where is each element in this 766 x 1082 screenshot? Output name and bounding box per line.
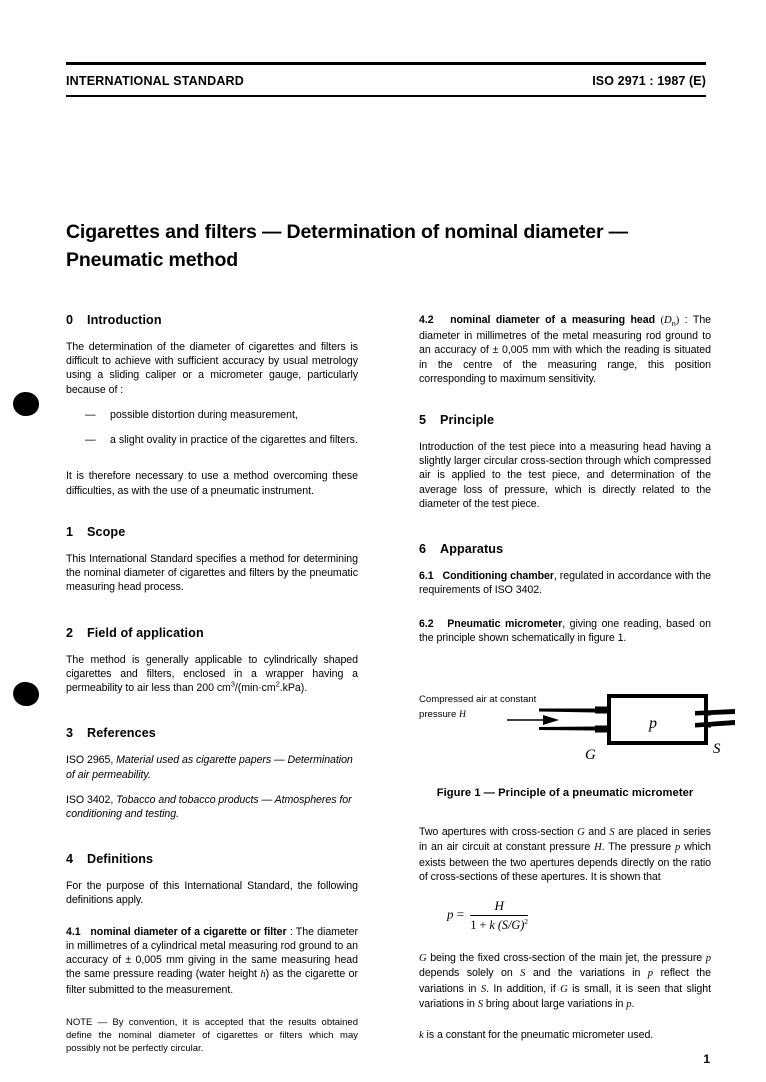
den-a: 1 + bbox=[470, 918, 490, 933]
variable-p: p bbox=[626, 998, 632, 1010]
txt: . In addition, if bbox=[486, 982, 561, 995]
txt: . The pressure bbox=[601, 841, 676, 854]
pressure-formula bbox=[419, 898, 711, 933]
definition-text: : The diameter in millimetres of the metal measuring rod ground to an accuracy of ± 0,005 mm with which the reading is situated in the centre of the measuring range, this position corresponding to maximum sensitivity. bbox=[419, 314, 711, 385]
g-explanation-paragraph bbox=[419, 951, 711, 1012]
section-heading-references bbox=[66, 726, 358, 740]
variable-S: S bbox=[520, 968, 526, 980]
section-title: Principle bbox=[440, 413, 495, 427]
reference-id: ISO 2965, bbox=[66, 754, 117, 767]
variable-k: k bbox=[419, 1029, 424, 1041]
formula-fraction bbox=[467, 898, 531, 933]
figure-outlet-and-S-label bbox=[695, 679, 735, 771]
section-number: 4 bbox=[66, 852, 74, 867]
reference-id: ISO 3402, bbox=[66, 793, 117, 806]
variable-G: G bbox=[419, 953, 427, 965]
definition-term: nominal diameter of a cigarette or filter bbox=[90, 925, 287, 938]
inlet-arrow-icon bbox=[507, 715, 559, 725]
definition-term: nominal diameter of a measuring head bbox=[450, 314, 656, 326]
variable-D: D bbox=[664, 315, 672, 326]
figure-label-line-1: Compressed air at constant bbox=[419, 694, 537, 706]
section-heading-scope bbox=[66, 525, 358, 539]
variable-h: h bbox=[260, 969, 266, 981]
punch-hole-mark-bottom bbox=[11, 680, 40, 707]
figure-label-S: S bbox=[713, 741, 721, 758]
foa-text-b: /(min·cm bbox=[234, 682, 276, 695]
foa-superscript-2: 2 bbox=[275, 679, 280, 689]
subsection-number: 6.1 bbox=[419, 570, 434, 583]
outlet-line-upper bbox=[695, 709, 735, 716]
txt: is a constant for the pneumatic micrometer used. bbox=[423, 1028, 654, 1041]
dash-bullet-icon: — bbox=[85, 434, 96, 447]
formula-numerator: H bbox=[494, 898, 504, 914]
foa-text-a: The method is generally applicable to cylindrically shaped cigarettes and filters, enclosed in a wrapper having a permeability to air less than 200 cm bbox=[66, 653, 358, 695]
apertures-paragraph bbox=[419, 825, 711, 884]
scope-paragraph: This International Standard specifies a method for determining the nominal diameter of cigarettes and filters by the pneumatic measuring head process. bbox=[66, 552, 358, 594]
subsection-term: Pneumatic micrometer bbox=[447, 617, 563, 630]
list-item-text: possible distortion during measurement, bbox=[110, 408, 298, 421]
section-number: 0 bbox=[66, 313, 74, 327]
reference-title: Material used as cigarette papers — Determination of air permeability. bbox=[66, 754, 353, 781]
variable-G: G bbox=[560, 983, 568, 995]
right-column bbox=[419, 313, 721, 1043]
apparatus-6-2 bbox=[419, 617, 711, 645]
subsection-term: Conditioning chamber bbox=[442, 570, 554, 583]
section-title: Definitions bbox=[87, 852, 154, 867]
section-title: Scope bbox=[87, 524, 126, 539]
txt: being the fixed cross-section of the main jet, the pressure bbox=[426, 952, 706, 965]
intro-bullet-list bbox=[66, 408, 358, 447]
reference-title: Tobacco and tobacco products — Atmospheres for conditioning and testing. bbox=[66, 793, 352, 820]
section-number: 1 bbox=[66, 524, 74, 539]
jet-restriction-lower bbox=[595, 726, 609, 733]
definition-4-1 bbox=[66, 925, 358, 997]
section-number: 3 bbox=[66, 726, 74, 741]
page-title: Cigarettes and filters — Determination of nominal diameter — Pneumatic method bbox=[66, 221, 629, 271]
reference-entry-2 bbox=[66, 793, 358, 821]
variable-S: S bbox=[480, 983, 487, 995]
section-heading-field-of-application bbox=[66, 626, 358, 640]
standard-type-label: INTERNATIONAL STANDARD bbox=[66, 73, 245, 88]
definition-text-b: ) as the cigarette or filter submitted to the measurement. bbox=[66, 968, 358, 996]
variable-p: p bbox=[705, 953, 711, 965]
section-title: Apparatus bbox=[440, 542, 504, 557]
inlet-tube-lower bbox=[539, 727, 595, 731]
definition-4-2 bbox=[419, 313, 711, 386]
foa-text-c: .kPa). bbox=[279, 682, 308, 695]
subsection-text: , regulated in accordance with the requirements of ISO 3402. bbox=[419, 570, 711, 597]
definition-text-a: : The diameter in millimetres of a cylindrical metal measuring rod ground to an accuracy of ± 0,005 mm giving in the same measuring head the same pressure reading (water height bbox=[66, 925, 358, 981]
dash-bullet-icon: — bbox=[85, 408, 96, 421]
apparatus-6-1 bbox=[419, 569, 711, 597]
intro-paragraph-1: The determination of the diameter of cigarettes and filters is difficult to achieve with sufficient accuracy by usual metrology using a sliding caliper or a micrometer gauge, particularly because of : bbox=[66, 341, 358, 396]
list-item bbox=[66, 408, 358, 422]
paren-open: ( bbox=[660, 315, 665, 326]
variable-G: G bbox=[577, 827, 585, 839]
section-number: 6 bbox=[419, 542, 427, 557]
definitions-intro-paragraph: For the purpose of this International Standard, the following definitions apply. bbox=[66, 880, 358, 907]
paren-close: ) bbox=[675, 315, 680, 326]
figure-label-p: p bbox=[649, 715, 657, 733]
measuring-chamber-body bbox=[609, 696, 706, 743]
inlet-tube-upper bbox=[539, 709, 595, 713]
pneumatic-micrometer-schematic bbox=[419, 679, 711, 771]
page-number: 1 bbox=[703, 1052, 710, 1066]
subsection-text: , giving one reading, based on the principle shown schematically in figure 1. bbox=[419, 617, 711, 644]
section-title: Field of application bbox=[87, 625, 204, 640]
txt: which exists between the two apertures depends directly on the ratio of cross-sections of these apertures. It is shown that bbox=[419, 841, 711, 883]
section-heading-definitions bbox=[66, 852, 358, 866]
list-item-text: a slight ovality in practice of the cigarettes and filters. bbox=[110, 434, 358, 447]
formula-denominator bbox=[470, 915, 528, 933]
subsection-number: 6.2 bbox=[419, 617, 434, 630]
section-number: 5 bbox=[419, 413, 427, 427]
txt: depends solely on bbox=[419, 967, 521, 980]
den-b: (S/G) bbox=[494, 918, 525, 933]
definition-number: 4.2 bbox=[419, 314, 434, 326]
variable-subscript-n: n bbox=[671, 319, 676, 329]
figure-caption: Figure 1 — Principle of a pneumatic micrometer bbox=[436, 787, 694, 800]
list-item bbox=[66, 433, 358, 447]
variable-k: k bbox=[489, 918, 495, 933]
outlet-line-lower bbox=[695, 720, 735, 728]
page-header bbox=[66, 62, 706, 97]
section-number: 2 bbox=[66, 625, 74, 640]
foa-superscript-3: 3 bbox=[230, 679, 235, 689]
section-title: References bbox=[87, 726, 156, 741]
txt: and bbox=[584, 826, 610, 839]
section-heading-introduction bbox=[66, 313, 358, 327]
section-heading-apparatus bbox=[419, 542, 711, 556]
figure-label-line-2: pressure bbox=[419, 708, 459, 720]
formula-lhs: p bbox=[447, 906, 454, 922]
variable-p: p bbox=[647, 968, 653, 980]
header-rule-bottom bbox=[66, 95, 706, 98]
section-title: Introduction bbox=[87, 313, 162, 327]
field-of-application-paragraph bbox=[66, 653, 358, 696]
reference-entry-1 bbox=[66, 753, 358, 781]
intro-paragraph-2: It is therefore necessary to use a method overcoming these difficulties, as with the use of a pneumatic instrument. bbox=[66, 470, 358, 497]
txt: is small, it is seen that slight variations in bbox=[419, 982, 711, 1010]
standard-reference-label: ISO 2971 : 1987 (E) bbox=[592, 73, 706, 88]
variable-p: p bbox=[675, 842, 681, 854]
jet-restriction-upper bbox=[595, 707, 609, 714]
txt: Two apertures with cross-section bbox=[419, 826, 578, 839]
principle-paragraph: Introduction of the test piece into a measuring head having a slightly larger circular cross-section through which compressed air is applied to the test piece, and determination of the average loss of pressure, which is directly related to the diameter of the test piece. bbox=[419, 441, 711, 510]
k-explanation-paragraph bbox=[419, 1028, 711, 1043]
variable-S: S bbox=[609, 827, 615, 839]
punch-hole-mark-top bbox=[13, 392, 39, 416]
txt: are placed in series in an air circuit at constant pressure bbox=[419, 826, 711, 854]
den-exponent: 2 bbox=[524, 916, 528, 926]
txt: reflect the variations in bbox=[419, 967, 711, 995]
formula-equals: = bbox=[456, 906, 465, 922]
variable-H: H bbox=[594, 842, 602, 854]
figure-label-G: G bbox=[585, 747, 596, 764]
figure-1-diagram bbox=[419, 679, 721, 771]
definition-number: 4.1 bbox=[66, 925, 81, 938]
variable-S: S bbox=[477, 998, 484, 1010]
txt: bring about large variations in bbox=[483, 997, 627, 1010]
left-column bbox=[66, 313, 358, 1065]
txt: . bbox=[631, 997, 635, 1010]
section-heading-principle bbox=[419, 413, 711, 427]
variable-H: H bbox=[459, 708, 466, 720]
txt: and the variations in bbox=[525, 967, 648, 980]
definitions-note: NOTE — By convention, it is accepted that the results obtained define the nominal diameter of cigarettes or filters which may possibly not be perfectly circular. bbox=[66, 1017, 358, 1054]
